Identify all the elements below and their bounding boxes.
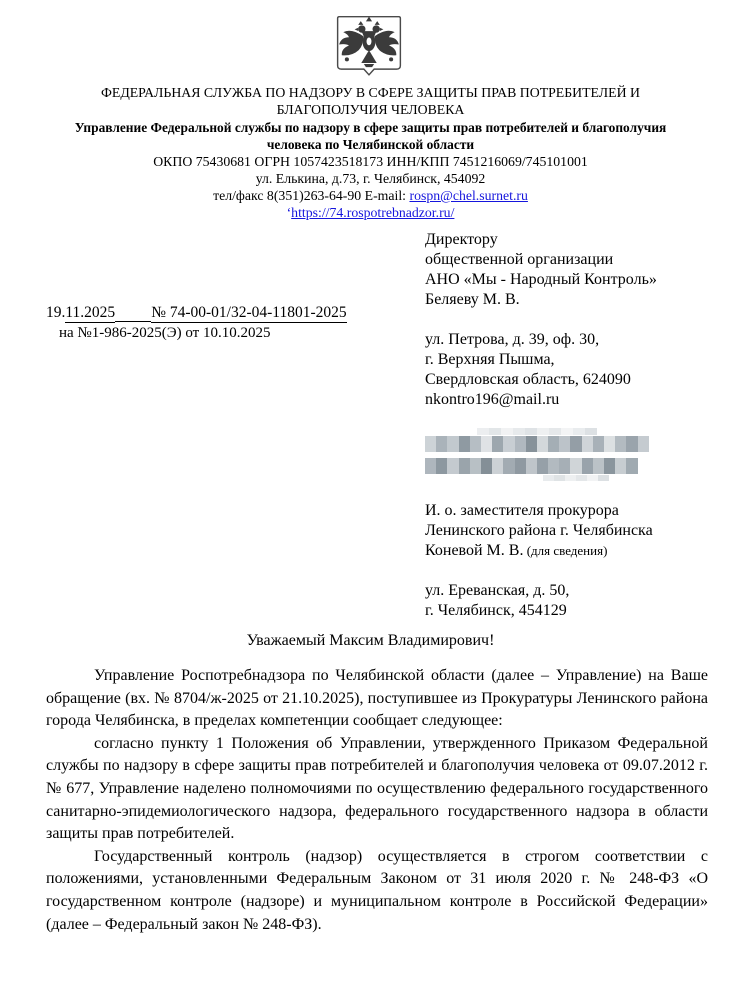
redacted-text-block (425, 428, 725, 481)
letter-body (46, 665, 708, 936)
org-contacts (0, 187, 741, 204)
letterhead (0, 0, 741, 221)
date-prefix: 19. (46, 304, 66, 321)
body-paragraph: согласно пункту 1 Положения об Управлении, утвержденного Приказом Федеральной службы по надзору в сфере защиты прав потребителей и благополучия человека от 09.07.2012 г. № 677, Управление наделено полномочиями по осуществлению федерального государственного санитарно-эпидемиологического надзора, федерального государственного надзора в области защиты прав потребителей. (46, 734, 708, 843)
recipient-person: Беляеву М. В. (425, 291, 520, 308)
recipient-address-city: г. Верхняя Пышма, (425, 351, 555, 368)
org-codes: ОКПО 75430681 ОГРН 1057423518173 ИНН/КПП 7451216069/745101001 (153, 154, 588, 169)
recipient-email: nkontro196@mail.ru (425, 391, 560, 408)
salutation: Уважаемый Максим Владимирович! (246, 632, 495, 649)
org-website (0, 204, 741, 221)
russia-coat-of-arms-icon (333, 14, 405, 78)
reference-block (46, 304, 347, 342)
recipient-address-street: ул. Петрова, д. 39, оф. 30, (425, 331, 600, 348)
recipient-column (425, 230, 725, 621)
recipient-org-name: АНО «Мы - Народный Контроль» (425, 271, 657, 288)
copy-recipient-person (425, 541, 725, 561)
recipient-title: Директору (425, 231, 498, 248)
reply-to-line: на №1-986-2025(Э) от 10.10.2025 (59, 325, 271, 341)
redaction-row (425, 458, 725, 474)
copy-recipient-street: ул. Ереванская, д. 50, (425, 582, 570, 599)
body-paragraph: Управление Роспотребнадзора по Челябинской области (далее – Управление) на Ваше обращение (вх. № 8704/ж-2025 от 21.10.2025), поступившее из Прокуратуры Ленинского района города Челябинска, в пределах компетенции сообщает следующее: (46, 667, 708, 730)
org-name-federal: ФЕДЕРАЛЬНАЯ СЛУЖБА ПО НАДЗОРУ В СФЕРЕ ЗАЩИТЫ ПРАВ ПОТРЕБИТЕЛЕЙ И БЛАГОПОЛУЧИЯ ЧЕЛОВЕКА (101, 85, 640, 117)
body-paragraph: Государственный контроль (надзор) осуществляется в строгом соответствии с положениями, установленными Федеральным Законом от 31 июля 2020 г. № 248-ФЗ «О государственном контроле (надзоре) и муниципальном контроле в Российской Федерации» (далее – Федеральный закон № 248-ФЗ). (46, 847, 708, 933)
org-name-regional: Управление Федеральной службы по надзору в сфере защиты прав потребителей и благополучия человека по Челябинской области (74, 120, 667, 152)
date-underline (115, 306, 151, 322)
date-value: 11.2025 (65, 304, 116, 321)
copy-recipient-district: Ленинского района г. Челябинска (425, 522, 653, 539)
number-sign: № (151, 304, 166, 321)
phone-fax-label: тел/факс 8(351)263-64-90 E-mail: (213, 188, 410, 203)
email-link[interactable]: rospn@chel.surnet.ru (409, 188, 528, 203)
copy-recipient-city: г. Челябинск, 454129 (425, 602, 567, 619)
copy-recipient-title: И. о. заместителя прокурора (425, 502, 619, 519)
site-prefix-mark: ‘ (286, 205, 292, 220)
website-link[interactable]: https://74.rospotrebnadzor.ru/ (291, 205, 455, 220)
for-information-note: (для сведения) (523, 543, 608, 558)
outgoing-date-number (46, 304, 347, 322)
redaction-row (477, 428, 725, 435)
org-address: ул. Елькина, д.73, г. Челябинск, 454092 (255, 171, 486, 186)
recipient-address-region: Свердловская область, 624090 (425, 371, 631, 388)
copy-recipient-name: Коневой М. В. (425, 542, 524, 559)
outgoing-number: 74-00-01/32-04-11801-2025 (165, 304, 347, 321)
recipient-org-type: общественной организации (425, 251, 614, 268)
redaction-row (425, 436, 725, 452)
